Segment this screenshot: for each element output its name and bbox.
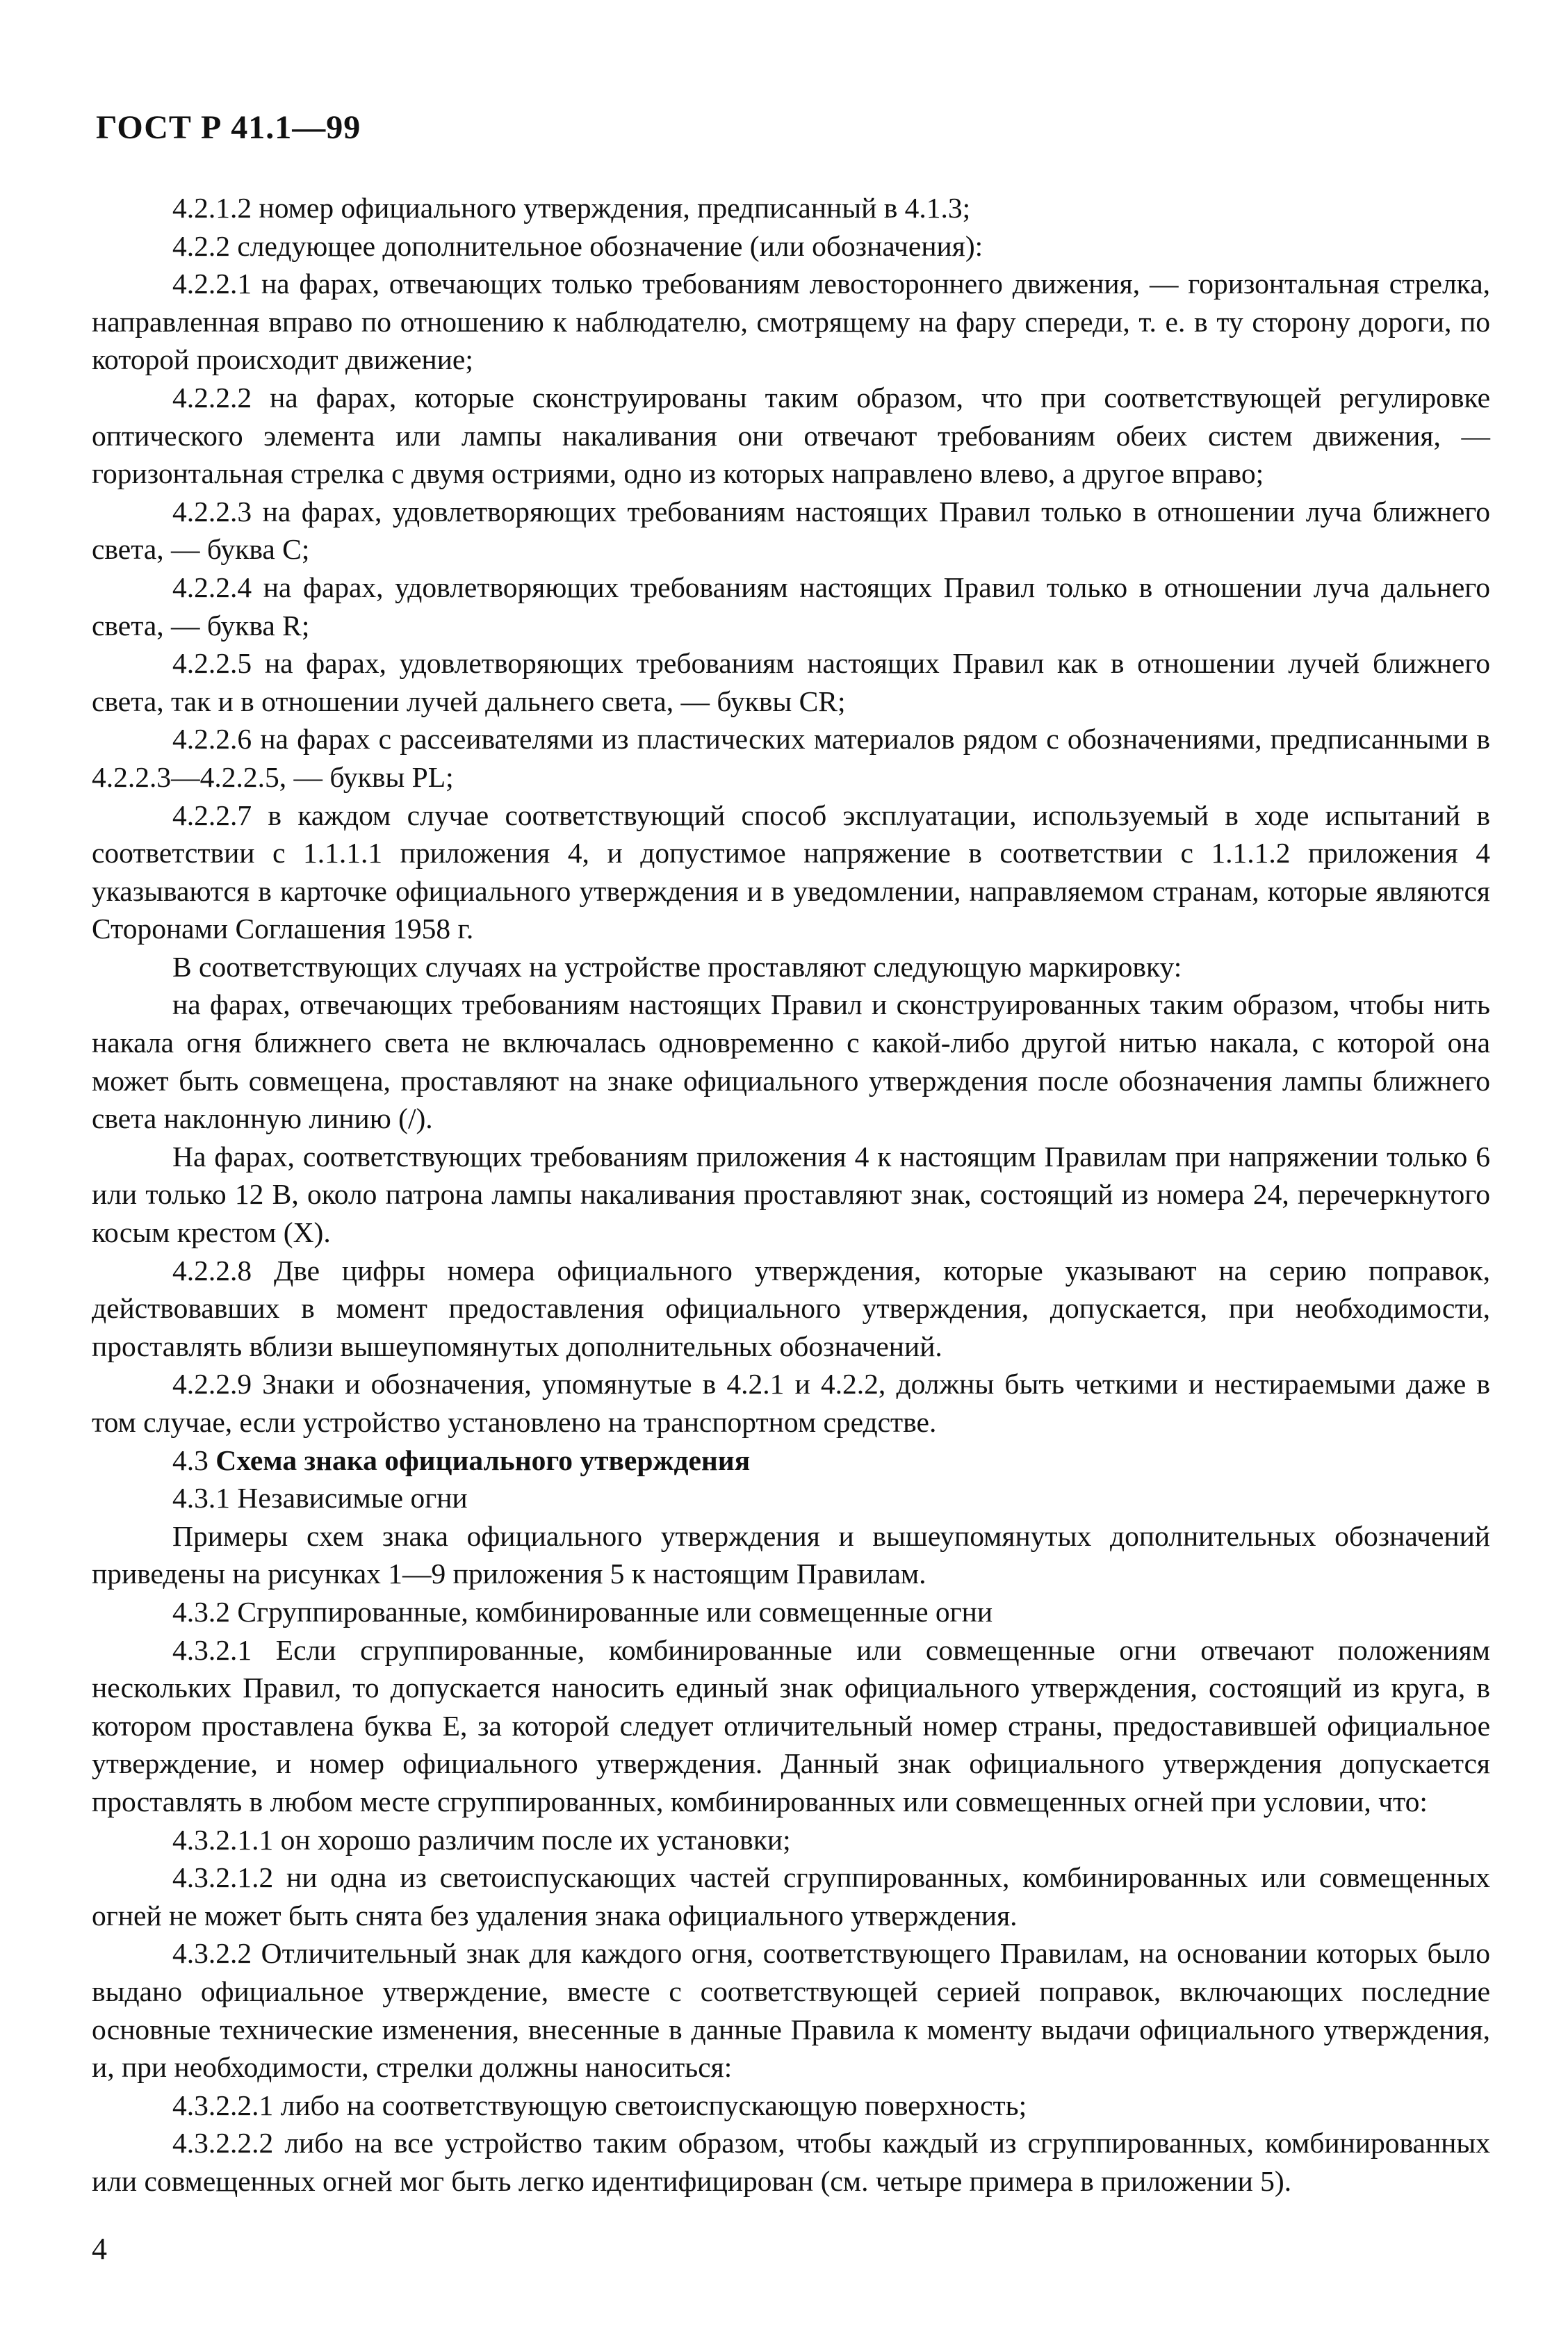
paragraph-4-2-2-6: 4.2.2.6 на фарах с рассеивателями из пластических материалов рядом с обозначениями, предписанными в 4.2.2.3—4.2.2.5, — буквы PL; — [92, 723, 1490, 793]
paragraph-4-3-2-1-2: 4.3.2.1.2 ни одна из светоиспускающих частей сгруппированных, комбинированных или совмещенных огней не может быть снята без удаления знака официального утверждения. — [92, 1861, 1490, 1932]
paragraph-4-2-2-9: 4.2.2.9 Знаки и обозначения, упомянутые в 4.2.1 и 4.2.2, должны быть четкими и нестираемыми даже в том случае, если устройство установлено на транспортном средстве. — [92, 1368, 1490, 1438]
paragraph-4-3-2-2: 4.3.2.2 Отличительный знак для каждого огня, соответствующего Правилам, на основании которых было выдано официальное утверждение, вместе с соответствующей серией поправок, включающих последние основные технические изменения, внесенные в данные Правила к моменту выдачи официального утверждения, и, при необходимости, стрелки должны наноситься: — [92, 1937, 1490, 2084]
page-number: 4 — [92, 2232, 107, 2266]
paragraph-4-2-2-8: 4.2.2.8 Две цифры номера официального утверждения, которые указывают на серию поправок, действовавших в момент предоставления официального утверждения, допускается, при необходимости, проставлять вблизи вышеупомянутых дополнительных обозначений. — [92, 1254, 1490, 1362]
section-heading-title: Схема знака официального утверждения — [215, 1444, 751, 1476]
section-heading-4-3 — [92, 1442, 1490, 1480]
paragraph-4-2-1-2: 4.2.1.2 номер официального утверждения, предписанный в 4.1.3; — [172, 192, 971, 224]
paragraph-4-2-2-4: 4.2.2.4 на фарах, удовлетворяющих требованиям настоящих Правил только в отношении луча дальнего света, — буква R; — [92, 571, 1490, 642]
document-header: ГОСТ Р 41.1—99 — [96, 109, 361, 146]
section-heading-number: 4.3 — [172, 1444, 209, 1476]
paragraph-4-2-2: 4.2.2 следующее дополнительное обозначение (или обозначения): — [172, 229, 983, 262]
paragraph-4-3-2-2-1: 4.3.2.2.1 либо на соответствующую светоиспускающую поверхность; — [172, 2089, 1027, 2121]
paragraph-4-2-2-5: 4.2.2.5 на фарах, удовлетворяющих требованиям настоящих Правил как в отношении лучей ближнего света, так и в отношении лучей дальнего света, — буквы CR; — [92, 647, 1490, 717]
paragraph-marking-voltage: На фарах, соответствующих требованиям приложения 4 к настоящим Правилам при напряжении только 6 или только 12 В, около патрона лампы накаливания проставляют знак, состоящий из номера 24, перечеркнутого косым крестом (X). — [92, 1140, 1490, 1249]
paragraph-4-3-2: 4.3.2 Сгруппированные, комбинированные или совмещенные огни — [172, 1595, 993, 1628]
paragraph-examples: Примеры схем знака официального утверждения и вышеупомянутых дополнительных обозначений приведены на рисунках 1—9 приложения 5 к настоящим Правилам. — [92, 1519, 1490, 1590]
paragraph-4-3-1: 4.3.1 Независимые огни — [172, 1482, 468, 1515]
paragraph-4-2-2-3: 4.2.2.3 на фарах, удовлетворяющих требованиям настоящих Правил только в отношении луча ближнего света, — буква C; — [92, 495, 1490, 566]
paragraph-4-3-2-2-2: 4.3.2.2.2 либо на все устройство таким образом, чтобы каждый из сгруппированных, комбинированных или совмещенных огней мог быть легко идентифицирован (см. четыре примера в приложении 5). — [92, 2127, 1490, 2197]
paragraph-marking-intro: В соответствующих случаях на устройстве проставляют следующую маркировку: — [172, 950, 1182, 983]
document-body — [92, 189, 1490, 2200]
paragraph-marking-low-beam: на фарах, отвечающих требованиям настоящих Правил и сконструированных таким образом, чтобы нить накала огня ближнего света не включалась одновременно с какой-либо другой нитью накала, с которой она может быть совмещена, проставляют на знаке официального утверждения после обозначения лампы ближнего света наклонную линию (/). — [92, 988, 1490, 1135]
paragraph-4-3-2-1: 4.3.2.1 Если сгруппированные, комбинированные или совмещенные огни отвечают положениям нескольких Правил, то допускается наносить единый знак официального утверждения, состоящий из круга, в котором проставлена буква E, за которой следует отличительный номер страны, предоставившей официальное утверждение, и номер официального утверждения. Данный знак официального утверждения допускается проставлять в любом месте сгруппированных, комбинированных или совмещенных огней при условии, что: — [92, 1633, 1490, 1818]
paragraph-4-2-2-1: 4.2.2.1 на фарах, отвечающих только требованиям левостороннего движения, — горизонтальная стрелка, направленная вправо по отношению к наблюдателю, смотрящему на фару спереди, т. е. в ту сторону дороги, по которой происходит движение; — [92, 268, 1490, 376]
paragraph-4-2-2-2: 4.2.2.2 на фарах, которые сконструированы таким образом, что при соответствующей регулировке оптического элемента или лампы накаливания они отвечают требованиям обеих систем движения, — горизонтальная стрелка с двумя остриями, одно из которых направлено влево, а другое вправо; — [92, 381, 1490, 490]
paragraph-4-2-2-7: 4.2.2.7 в каждом случае соответствующий способ эксплуатации, используемый в ходе испытаний в соответствии с 1.1.1.1 приложения 4, и допустимое напряжение в соответствии с 1.1.1.2 приложения 4 указываются в карточке официального утверждения и в уведомлении, направляемом странам, которые являются Сторонами Соглашения 1958 г. — [92, 799, 1490, 945]
paragraph-4-3-2-1-1: 4.3.2.1.1 он хорошо различим после их установки; — [172, 1823, 791, 1856]
